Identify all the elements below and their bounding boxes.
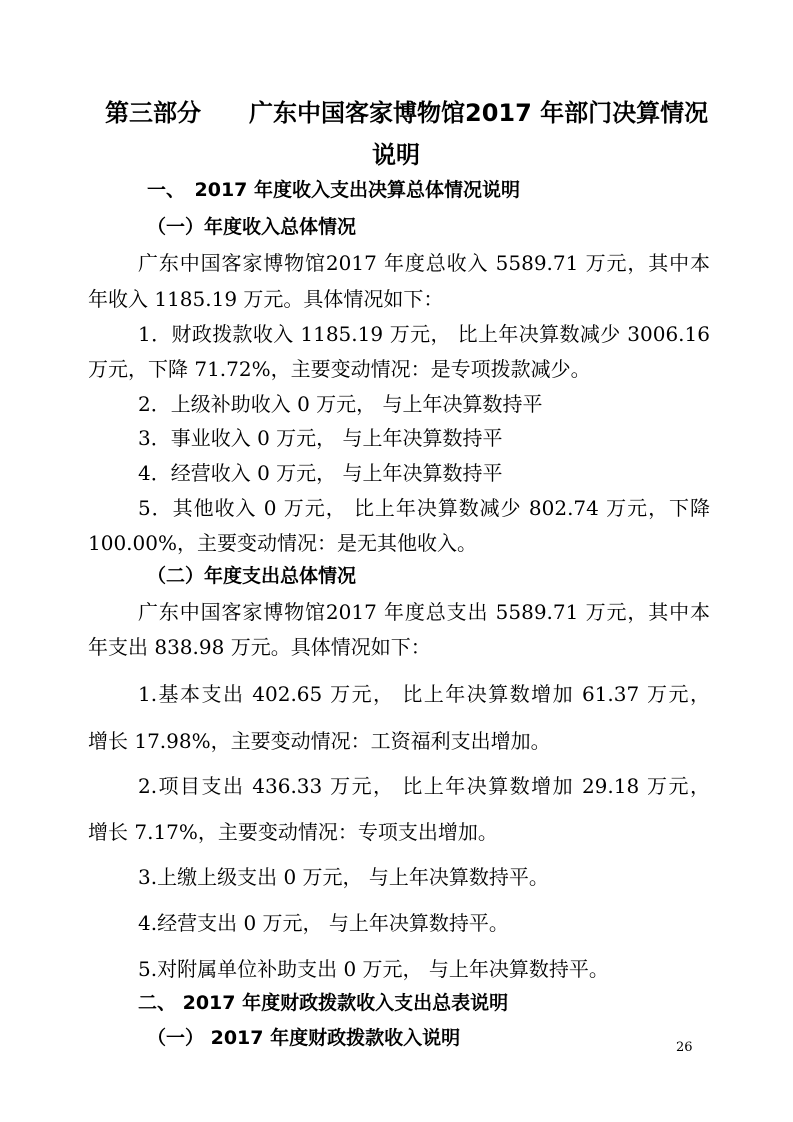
expense-intro-line-1: 广东中国客家博物馆2017 年度总支出 5589.71 万元，其中本 (138, 600, 710, 624)
page-title-line-2: 说明 (372, 141, 420, 169)
subsection-heading-income: （一）年度收入总体情况 (147, 216, 357, 238)
expense-intro-line-2: 年支出 838.98 万元。具体情况如下： (88, 635, 431, 659)
expense-item-1-line-1: 1.基本支出 402.65 万元， 比上年决算数增加 61.37 万元， (138, 682, 710, 706)
expense-item-2-line-2: 增长 7.17%，主要变动情况：专项支出增加。 (88, 820, 498, 844)
income-item-4: 4．经营收入 0 万元， 与上年决算数持平 (138, 461, 503, 485)
expense-item-1-line-2: 增长 17.98%，主要变动情况：工资福利支出增加。 (88, 729, 551, 753)
income-item-2: 2．上级补助收入 0 万元， 与上年决算数持平 (138, 392, 543, 416)
expense-item-3: 3.上缴上级支出 0 万元， 与上年决算数持平。 (138, 865, 549, 889)
expense-item-5: 5.对附属单位补助支出 0 万元， 与上年决算数持平。 (138, 957, 609, 981)
page-number: 26 (676, 1040, 693, 1055)
income-intro-line-2: 年收入 1185.19 万元。具体情况如下： (88, 287, 444, 311)
page-title-line-1: 第三部分 广东中国客家博物馆2017 年部门决算情况 (105, 99, 709, 127)
income-item-5-line-2: 100.00%，主要变动情况：是无其他收入。 (88, 531, 477, 555)
income-item-3: 3．事业收入 0 万元， 与上年决算数持平 (138, 426, 503, 450)
income-item-5-line-1: 5．其他收入 0 万元， 比上年决算数减少 802.74 万元，下降 (138, 496, 710, 520)
section-heading-2: 二、 2017 年度财政拨款收入支出总表说明 (138, 992, 509, 1014)
subsection-heading-expense: （二）年度支出总体情况 (147, 565, 357, 587)
expense-item-2-line-1: 2.项目支出 436.33 万元， 比上年决算数增加 29.18 万元， (138, 774, 710, 798)
expense-item-4: 4.经营支出 0 万元， 与上年决算数持平。 (138, 911, 509, 935)
income-item-1-line-1: 1．财政拨款收入 1185.19 万元， 比上年决算数减少 3006.16 (138, 322, 710, 346)
income-item-1-line-2: 万元，下降 71.72%，主要变动情况：是专项拨款减少。 (88, 357, 591, 381)
subsection-heading-fiscal-income: （一） 2017 年度财政拨款收入说明 (147, 1027, 461, 1049)
section-heading-1: 一、 2017 年度收入支出决算总体情况说明 (147, 179, 520, 201)
income-intro-line-1: 广东中国客家博物馆2017 年度总收入 5589.71 万元，其中本 (138, 251, 710, 275)
